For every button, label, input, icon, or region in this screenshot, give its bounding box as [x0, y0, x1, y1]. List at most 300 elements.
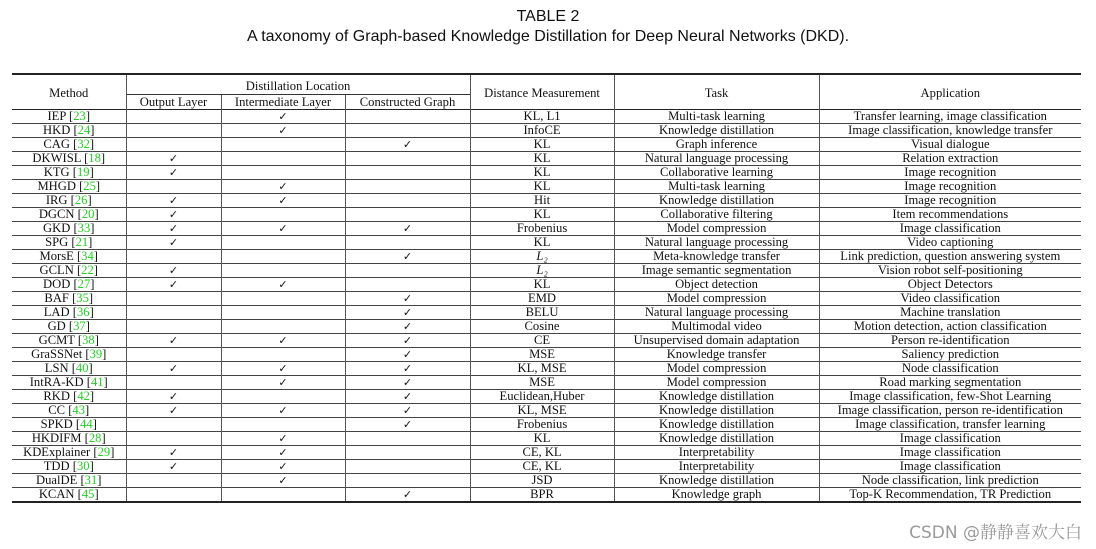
method-cell — [12, 138, 126, 152]
checkmark-icon: ✓ — [168, 334, 179, 347]
application-cell — [819, 180, 1081, 194]
application-cell — [819, 110, 1081, 124]
bracket: [ — [67, 193, 75, 207]
citation-link[interactable]: 34 — [81, 249, 94, 263]
table-row — [12, 432, 1081, 446]
task-cell — [614, 320, 819, 334]
application-cell — [819, 390, 1081, 404]
constructed-graph-cell — [345, 138, 470, 152]
application-cell-text: Video classification — [900, 291, 1001, 305]
distance-measurement-cell-text: KL — [533, 277, 551, 291]
output-layer-cell — [126, 138, 221, 152]
method-name: MorsE — [39, 249, 74, 263]
bracket: ] — [88, 361, 93, 375]
checkmark-icon: ✓ — [402, 222, 413, 235]
bracket: ] — [85, 319, 90, 333]
bracket: [ — [74, 487, 82, 501]
table-row — [12, 418, 1081, 432]
citation-link[interactable]: 22 — [81, 263, 94, 277]
table-row — [12, 166, 1081, 180]
distance-measurement-cell-text: CE — [533, 333, 551, 347]
bracket: ] — [100, 151, 106, 165]
checkmark-icon: ✓ — [168, 390, 179, 403]
citation-link[interactable]: 28 — [88, 431, 102, 445]
method-name: GKD — [43, 221, 71, 235]
bracket: ] — [89, 165, 94, 179]
citation-link[interactable]: 35 — [76, 291, 89, 305]
table-row — [12, 250, 1081, 264]
distance-measurement-cell — [470, 180, 614, 194]
task-cell-text: Knowledge distillation — [658, 473, 775, 487]
bracket: ] — [94, 487, 99, 501]
method-cell — [12, 460, 126, 474]
checkmark-icon: ✓ — [168, 236, 179, 249]
header-method: Method — [12, 74, 126, 110]
checkmark-icon: ✓ — [278, 194, 288, 207]
application-cell — [819, 474, 1081, 488]
distance-measurement-cell — [470, 320, 614, 334]
task-cell — [614, 460, 819, 474]
checkmark-icon: ✓ — [402, 362, 413, 375]
citation-link[interactable]: 20 — [81, 207, 95, 221]
application-cell — [819, 278, 1081, 292]
task-cell-text: Interpretability — [678, 459, 755, 473]
distance-measurement-cell — [470, 460, 614, 474]
task-cell-text: Multimodal video — [671, 319, 762, 333]
application-cell-text: Image classification, few-Shot Learning — [849, 389, 1052, 403]
distance-measurement-cell-text: KL, MSE — [517, 403, 567, 417]
task-cell — [614, 222, 819, 236]
task-cell — [614, 474, 819, 488]
table-row — [12, 152, 1081, 166]
checkmark-icon: ✓ — [402, 138, 413, 151]
bracket: [ — [90, 445, 98, 459]
intermediate-layer-cell — [221, 110, 345, 124]
output-layer-cell — [126, 474, 221, 488]
table-row — [12, 180, 1081, 194]
citation-link[interactable]: 18 — [88, 151, 101, 165]
output-layer-cell — [126, 292, 221, 306]
task-cell-text: Natural language processing — [644, 235, 789, 249]
application-cell — [819, 348, 1081, 362]
distance-measurement-cell-text: Hit — [533, 193, 551, 207]
method-cell — [12, 292, 126, 306]
application-cell-text: Machine translation — [900, 305, 1001, 319]
output-layer-cell — [126, 194, 221, 208]
bracket: [ — [69, 305, 77, 319]
application-cell — [819, 432, 1081, 446]
checkmark-icon: ✓ — [278, 460, 288, 473]
table-row — [12, 208, 1081, 222]
checkmark-icon: ✓ — [402, 376, 413, 389]
application-cell — [819, 446, 1081, 460]
constructed-graph-cell — [345, 446, 470, 460]
task-cell-text: Model compression — [666, 361, 767, 375]
citation-link[interactable]: 42 — [77, 389, 90, 403]
distance-measurement-cell-text: Frobenius — [516, 417, 568, 431]
citation-link[interactable]: 26 — [74, 193, 88, 207]
task-cell — [614, 110, 819, 124]
method-name: GCMT — [38, 333, 75, 347]
constructed-graph-cell — [345, 250, 470, 264]
distance-measurement-cell — [470, 390, 614, 404]
task-cell-text: Object detection — [675, 277, 758, 291]
bracket: ] — [89, 305, 94, 319]
output-layer-cell — [126, 110, 221, 124]
task-cell — [614, 488, 819, 503]
output-layer-cell — [126, 208, 221, 222]
constructed-graph-cell — [345, 348, 470, 362]
citation-link[interactable]: 32 — [77, 137, 90, 151]
application-cell — [819, 334, 1081, 348]
distance-measurement-cell-text: L₂ — [536, 263, 548, 277]
checkmark-icon: ✓ — [168, 404, 179, 417]
checkmark-icon: ✓ — [402, 334, 413, 347]
checkmark-icon: ✓ — [168, 166, 179, 179]
task-cell-text: Unsupervised domain adaptation — [633, 333, 800, 347]
distance-measurement-cell — [470, 334, 614, 348]
task-cell-text: Knowledge distillation — [658, 431, 775, 445]
application-cell — [819, 208, 1081, 222]
bracket: ] — [89, 137, 95, 151]
task-cell-text: Knowledge graph — [671, 487, 762, 501]
bracket: ] — [95, 179, 101, 193]
header-distillation-location: Distillation Location — [126, 74, 470, 95]
bracket: [ — [69, 137, 78, 151]
citation-link[interactable]: 23 — [73, 109, 86, 123]
table-row — [12, 306, 1081, 320]
constructed-graph-cell — [345, 306, 470, 320]
method-cell — [12, 110, 126, 124]
bracket: ] — [89, 459, 94, 473]
method-name: DKWISL — [32, 151, 81, 165]
application-cell — [819, 264, 1081, 278]
application-cell — [819, 306, 1081, 320]
task-cell — [614, 418, 819, 432]
distance-measurement-cell-text: MSE — [529, 347, 555, 361]
method-cell — [12, 180, 126, 194]
constructed-graph-cell — [345, 418, 470, 432]
checkmark-icon: ✓ — [168, 194, 179, 207]
table-row — [12, 320, 1081, 334]
checkmark-icon: ✓ — [168, 264, 179, 277]
citation-link[interactable]: 41 — [90, 375, 104, 389]
output-layer-cell — [126, 236, 221, 250]
method-name: SPG — [45, 235, 69, 249]
table-row — [12, 460, 1081, 474]
constructed-graph-cell — [345, 432, 470, 446]
distance-measurement-cell — [470, 194, 614, 208]
method-cell — [12, 432, 126, 446]
citation-link[interactable]: 44 — [80, 417, 93, 431]
method-name: HKD — [43, 123, 71, 137]
constructed-graph-cell — [345, 362, 470, 376]
method-cell — [12, 362, 126, 376]
task-cell-text: Image semantic segmentation — [641, 263, 792, 277]
task-cell-text: Knowledge distillation — [658, 123, 775, 137]
table-row — [12, 194, 1081, 208]
method-cell — [12, 488, 126, 503]
task-cell — [614, 138, 819, 152]
header-application: Application — [819, 74, 1081, 110]
header-task: Task — [614, 74, 819, 110]
task-cell-text: Natural language processing — [644, 305, 789, 319]
distance-measurement-cell — [470, 362, 614, 376]
constructed-graph-cell — [345, 292, 470, 306]
task-cell-text: Natural language processing — [644, 151, 789, 165]
table-row — [12, 376, 1081, 390]
bracket: [ — [83, 375, 91, 389]
intermediate-layer-cell — [221, 124, 345, 138]
output-layer-cell — [126, 376, 221, 390]
checkmark-icon: ✓ — [402, 292, 413, 305]
task-cell-text: Model compression — [666, 375, 767, 389]
distance-measurement-cell — [470, 166, 614, 180]
output-layer-cell — [126, 446, 221, 460]
intermediate-layer-cell — [221, 334, 345, 348]
checkmark-icon: ✓ — [402, 306, 413, 319]
bracket: ] — [85, 403, 90, 417]
method-cell — [12, 306, 126, 320]
application-cell-text: Image classification, knowledge transfer — [848, 123, 1053, 137]
task-cell — [614, 264, 819, 278]
output-layer-cell — [126, 334, 221, 348]
output-layer-cell — [126, 152, 221, 166]
distance-measurement-cell-text: Frobenius — [516, 221, 568, 235]
task-cell-text: Interpretability — [678, 445, 755, 459]
constructed-graph-cell — [345, 236, 470, 250]
citation-link[interactable]: 39 — [89, 347, 103, 361]
application-cell — [819, 236, 1081, 250]
distance-measurement-cell — [470, 376, 614, 390]
bracket: ] — [90, 277, 95, 291]
table-body — [12, 110, 1081, 503]
task-cell-text: Knowledge distillation — [658, 403, 775, 417]
output-layer-cell — [126, 404, 221, 418]
method-name: CAG — [43, 137, 70, 151]
intermediate-layer-cell — [221, 460, 345, 474]
distance-measurement-cell — [470, 404, 614, 418]
citation-link[interactable]: 24 — [77, 123, 91, 137]
bracket: [ — [65, 109, 74, 123]
bracket: ] — [88, 235, 93, 249]
checkmark-icon: ✓ — [278, 278, 288, 291]
distance-measurement-cell-text: CE, KL — [522, 445, 562, 459]
output-layer-cell — [126, 222, 221, 236]
task-cell — [614, 236, 819, 250]
bracket: ] — [90, 123, 95, 137]
output-layer-cell — [126, 306, 221, 320]
method-name: GCLN — [39, 263, 74, 277]
citation-link[interactable]: 40 — [75, 361, 89, 375]
distance-measurement-cell-text: KL — [533, 151, 551, 165]
bracket: ] — [89, 389, 95, 403]
citation-link[interactable]: 33 — [77, 221, 91, 235]
method-cell — [12, 348, 126, 362]
application-cell-text: Relation extraction — [902, 151, 999, 165]
distance-measurement-cell — [470, 278, 614, 292]
checkmark-icon: ✓ — [168, 460, 179, 473]
distance-measurement-cell — [470, 152, 614, 166]
bracket: [ — [69, 165, 77, 179]
bracket: [ — [74, 333, 83, 347]
distance-measurement-cell-text: KL — [533, 235, 551, 249]
distance-measurement-cell — [470, 208, 614, 222]
citation-link[interactable]: 43 — [72, 403, 86, 417]
application-cell — [819, 460, 1081, 474]
citation-link[interactable]: 30 — [76, 459, 90, 473]
table-row — [12, 264, 1081, 278]
output-layer-cell — [126, 418, 221, 432]
table-row — [12, 348, 1081, 362]
bracket: [ — [68, 235, 76, 249]
task-cell — [614, 306, 819, 320]
distance-measurement-cell — [470, 418, 614, 432]
method-cell — [12, 404, 126, 418]
bracket: [ — [81, 431, 89, 445]
intermediate-layer-cell — [221, 320, 345, 334]
citation-link[interactable]: 45 — [81, 487, 95, 501]
application-cell — [819, 138, 1081, 152]
citation-link[interactable]: 25 — [83, 179, 96, 193]
citation-link[interactable]: 31 — [84, 473, 98, 487]
bracket: [ — [80, 151, 89, 165]
checkmark-icon: ✓ — [402, 320, 413, 333]
bracket: [ — [65, 403, 73, 417]
method-cell — [12, 278, 126, 292]
method-cell — [12, 376, 126, 390]
task-cell-text: Collaborative filtering — [660, 207, 773, 221]
table-label: TABLE 2 — [516, 8, 580, 25]
distance-measurement-cell-text: BPR — [530, 487, 554, 501]
output-layer-cell — [126, 320, 221, 334]
bracket: ] — [97, 473, 102, 487]
method-name: DualDE — [36, 473, 78, 487]
distance-measurement-cell-text: InfoCE — [523, 123, 561, 137]
bracket: ] — [94, 333, 99, 347]
application-cell-text: Top-K Recommendation, TR Prediction — [849, 487, 1052, 501]
application-cell — [819, 194, 1081, 208]
bracket: ] — [93, 249, 98, 263]
distance-measurement-cell-text: JSD — [531, 473, 553, 487]
checkmark-icon: ✓ — [278, 180, 288, 193]
table-row — [12, 138, 1081, 152]
citation-link[interactable]: 37 — [73, 319, 86, 333]
method-name: KDExplainer — [23, 445, 91, 459]
task-cell — [614, 432, 819, 446]
intermediate-layer-cell — [221, 264, 345, 278]
output-layer-cell — [126, 390, 221, 404]
citation-link[interactable]: 27 — [77, 277, 91, 291]
task-cell — [614, 180, 819, 194]
method-name: KTG — [43, 165, 70, 179]
application-cell-text: Image recognition — [904, 165, 997, 179]
task-cell — [614, 124, 819, 138]
application-cell-text: Image recognition — [904, 193, 997, 207]
output-layer-cell — [126, 362, 221, 376]
bracket: [ — [73, 263, 82, 277]
constructed-graph-cell — [345, 278, 470, 292]
application-cell-text: Image classification — [899, 445, 1001, 459]
method-name: LSN — [44, 361, 69, 375]
task-cell-text: Model compression — [666, 221, 767, 235]
checkmark-icon: ✓ — [168, 222, 179, 235]
application-cell — [819, 376, 1081, 390]
method-name: DGCN — [38, 207, 75, 221]
bracket: ] — [85, 109, 91, 123]
method-name: GD — [47, 319, 66, 333]
application-cell-text: Image recognition — [904, 179, 997, 193]
output-layer-cell — [126, 432, 221, 446]
citation-link[interactable]: 19 — [76, 165, 90, 179]
task-cell-text: Model compression — [666, 291, 767, 305]
checkmark-icon: ✓ — [168, 278, 179, 291]
application-cell — [819, 418, 1081, 432]
distance-measurement-cell — [470, 446, 614, 460]
table-row — [12, 334, 1081, 348]
application-cell — [819, 124, 1081, 138]
task-cell — [614, 152, 819, 166]
citation-link[interactable]: 38 — [82, 333, 95, 347]
distance-measurement-cell-text: EMD — [528, 291, 557, 305]
table-caption: A taxonomy of Graph-based Knowledge Distillation for Deep Neural Networks (DKD). — [246, 28, 850, 45]
distance-measurement-cell — [470, 138, 614, 152]
checkmark-icon: ✓ — [278, 110, 288, 123]
bracket: ] — [102, 347, 107, 361]
constructed-graph-cell — [345, 180, 470, 194]
constructed-graph-cell — [345, 334, 470, 348]
method-name: IntRA-KD — [29, 375, 84, 389]
task-cell — [614, 446, 819, 460]
distance-measurement-cell — [470, 474, 614, 488]
task-cell — [614, 404, 819, 418]
distance-measurement-cell — [470, 264, 614, 278]
task-cell-text: Knowledge distillation — [658, 193, 775, 207]
citation-link[interactable]: 21 — [75, 235, 89, 249]
distance-measurement-cell — [470, 292, 614, 306]
checkmark-icon: ✓ — [168, 152, 179, 165]
method-name: TDD — [43, 459, 70, 473]
intermediate-layer-cell — [221, 194, 345, 208]
application-cell-text: Image classification, person re-identification — [837, 403, 1063, 417]
constructed-graph-cell — [345, 390, 470, 404]
distance-measurement-cell-text: Cosine — [524, 319, 560, 333]
task-cell-text: Collaborative learning — [660, 165, 774, 179]
application-cell — [819, 292, 1081, 306]
distance-measurement-cell — [470, 488, 614, 503]
application-cell-text: Vision robot self-positioning — [877, 263, 1023, 277]
task-cell — [614, 376, 819, 390]
task-cell-text: Multi-task learning — [668, 109, 765, 123]
intermediate-layer-cell — [221, 180, 345, 194]
bracket: ] — [87, 193, 92, 207]
intermediate-layer-cell — [221, 138, 345, 152]
intermediate-layer-cell — [221, 250, 345, 264]
method-name: GraSSNet — [31, 347, 83, 361]
distance-measurement-cell-text: MSE — [529, 375, 555, 389]
citation-link[interactable]: 36 — [76, 305, 90, 319]
citation-link[interactable]: 29 — [97, 445, 111, 459]
checkmark-icon: ✓ — [278, 334, 288, 347]
task-cell-text: Knowledge distillation — [658, 389, 775, 403]
checkmark-icon: ✓ — [278, 362, 288, 375]
application-cell-text: Node classification, link prediction — [861, 473, 1039, 487]
intermediate-layer-cell — [221, 362, 345, 376]
application-cell-text: Road marking segmentation — [879, 375, 1022, 389]
checkmark-icon: ✓ — [168, 446, 179, 459]
constructed-graph-cell — [345, 152, 470, 166]
checkmark-icon: ✓ — [278, 432, 288, 445]
